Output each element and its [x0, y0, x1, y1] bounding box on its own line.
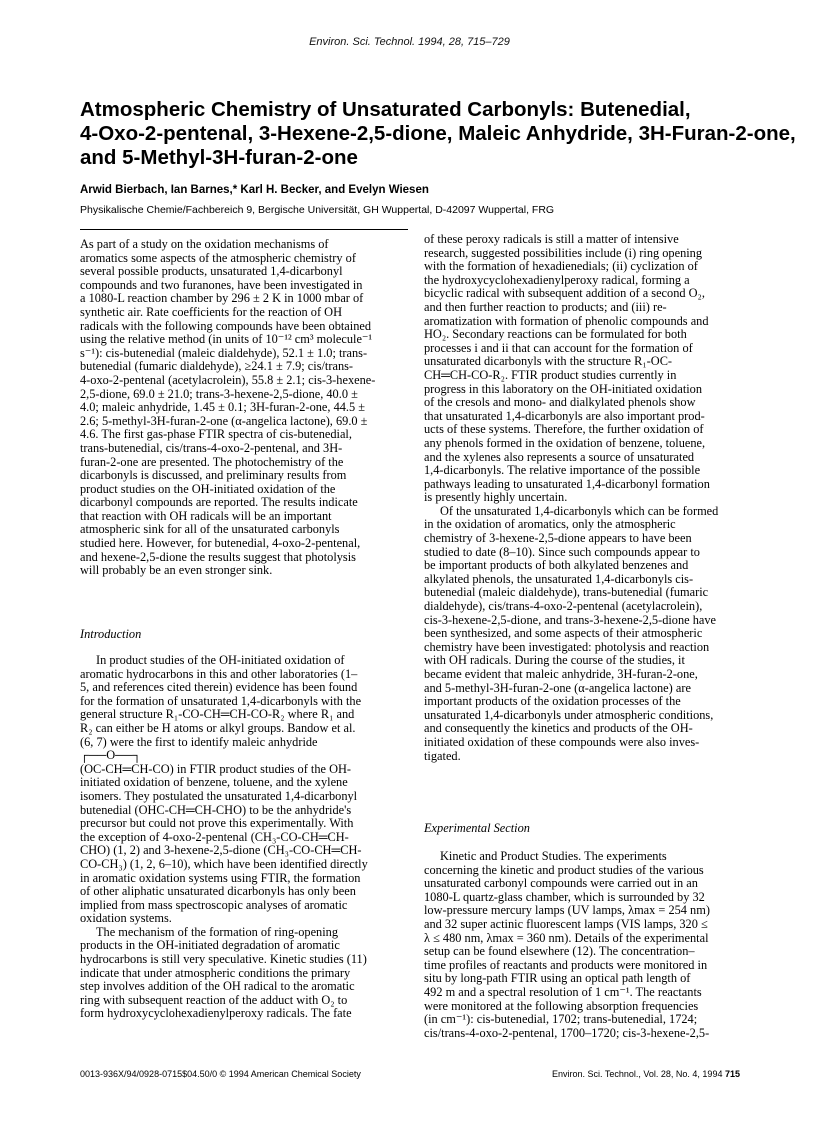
text-line: 2,5-dione, 69.0 ± 21.0; trans-3-hexene-2,5-dione, 40.0 ± — [80, 387, 358, 401]
text-line: cis/trans-4-oxo-2-pentenal, 1700–1720; cis-3-hexene-2,5- — [424, 1026, 710, 1040]
introduction-body — [80, 654, 408, 1021]
text-line: progress in this laboratory on the OH-initiated oxidation — [424, 382, 703, 396]
text-line: s⁻¹): cis-butenedial (maleic dialdehyde), 52.1 ± 1.0; trans- — [80, 346, 368, 360]
text-line: aromatization with formation of phenolic compounds and — [424, 314, 709, 328]
text-line: studied here. However, for butenedial, 4-oxo-2-pentenal, — [80, 537, 361, 551]
text-line: CH═CH-CO-R₂. FTIR product studies currently in — [424, 368, 677, 382]
text-line: CHO) (1, 2) and 3-hexene-2,5-dione (CH₃-CO-CH═CH- — [80, 844, 362, 858]
text-line: bicyclic radical with subsequent addition of a second O₂, — [424, 287, 705, 301]
text-line: indicate that under atmospheric conditions the primary — [80, 966, 351, 980]
text-line: furan-2-one are presented. The photochemistry of the — [80, 455, 344, 469]
text-line: of these peroxy radicals is still a matter of intensive — [424, 233, 679, 246]
introduction-heading: Introduction — [80, 627, 142, 641]
text-line: 4-oxo-2-pentenal (acetylacrolein), 55.8 ± 2.1; cis-3-hexene- — [80, 373, 376, 387]
text-line: in aromatic oxidation systems using FTIR, the formation — [80, 871, 361, 885]
text-line: ┌──O──┐ — [80, 749, 142, 763]
text-line: initiated oxidation of benzene, toluene, and the xylene — [80, 776, 348, 790]
affiliation: Physikalische Chemie/Fachbereich 9, Bergische Universität, GH Wuppertal, D-42097 Wuppertal, FRG — [80, 204, 555, 216]
text-line: butenedial (OHC-CH═CH-CHO) to be the anhydride's — [80, 803, 352, 817]
text-line: studied to date (8–10). Since such compounds appear to — [424, 545, 700, 559]
text-line: dicarbonyl compounds are reported. The results indicate — [80, 496, 358, 510]
text-line: 5, and references cited therein) evidence has been found — [80, 681, 358, 695]
text-line: low-pressure mercury lamps (UV lamps, λmax = 254 nm) — [424, 904, 710, 918]
text-line: butenedial (maleic dialdehyde), trans-butenedial (fumaric — [424, 586, 709, 600]
text-line: situ by long-path FTIR using an optical path length of — [424, 972, 691, 986]
author-list: Arwid Bierbach, Ian Barnes,* Karl H. Becker, and Evelyn Wiesen — [80, 184, 429, 196]
text-line: butenedial (fumaric dialdehyde), ≥24.1 ± 7.9; cis/trans- — [80, 360, 354, 374]
text-line: Of the unsaturated 1,4-dicarbonyls which can be formed — [440, 504, 719, 518]
text-line: (6, 7) were the first to identify maleic anhydride — [80, 735, 318, 749]
text-line: aromatics some aspects of the atmospheric chemistry of — [80, 251, 356, 265]
text-line: alkylated phenols, the unsaturated 1,4-dicarbonyls cis- — [424, 572, 694, 586]
text-line: 1080-L quartz-glass chamber, which is surrounded by 32 — [424, 890, 705, 904]
page-number: 715 — [724, 1069, 740, 1079]
text-line: (in cm⁻¹): cis-butenedial, 1702; trans-butenedial, 1724; — [424, 1013, 698, 1027]
text-line: chemistry of 3-hexene-2,5-dione appears to have been — [424, 532, 692, 546]
text-line: setup can be found elsewhere (12). The concentration– — [424, 945, 695, 959]
text-line: form hydroxycyclohexadienylperoxy radicals. The fate — [80, 1007, 352, 1021]
journal-reference: Environ. Sci. Technol. 1994, 28, 715–729 — [309, 36, 510, 48]
text-line: in the oxidation of aromatics, only the atmospheric — [424, 518, 676, 532]
text-line: several possible products, unsaturated 1,4-dicarbonyl — [80, 265, 343, 279]
text-line: that reaction with OH radicals will be an important — [80, 509, 332, 523]
text-line: and then further reaction to products; and (iii) re- — [424, 300, 667, 314]
text-line: (OC-CH═CH-CO) in FTIR product studies of the OH- — [80, 762, 352, 776]
text-line: initiated oxidation of these compounds were also inves- — [424, 735, 700, 749]
text-line: any phenols formed in the oxidation of benzene, toluene, — [424, 436, 706, 450]
text-line: R₂ can either be H atoms or alkyl groups. Bandow et al. — [80, 721, 356, 735]
title-line: 4-Oxo-2-pentenal, 3-Hexene-2,5-dione, Maleic Anhydride, 3H-Furan-2-one, — [80, 122, 796, 145]
text-line: and the xylenes also represents a source of unsaturated — [424, 450, 695, 464]
text-line: 4.6. The first gas-phase FTIR spectra of cis-butenedial, — [80, 428, 352, 442]
text-line: the hydroxycyclohexadienylperoxy radical, forming a — [424, 273, 690, 287]
text-line: unsaturated dicarbonyls with the structure R₁-OC- — [424, 355, 673, 369]
text-line: the exception of 4-oxo-2-pentenal (CH₃-CO-CH═CH- — [80, 830, 349, 844]
text-line: product studies on the OH-initiated oxidation of the — [80, 482, 336, 496]
text-line: unsaturated 1,4-dicarbonyls under atmospheric conditions, — [424, 708, 714, 722]
text-line: general structure R₁-CO-CH═CH-CO-R₂ where R₁ and — [80, 708, 355, 722]
text-line: been synthesized, and some aspects of their atmospheric — [424, 627, 703, 641]
text-line: precursor but could not prove this experimentally. With — [80, 817, 354, 831]
text-line: ucts of these systems. Therefore, the further oxidation of — [424, 423, 704, 437]
text-line: is presently highly uncertain. — [424, 491, 568, 505]
text-line: dialdehyde), cis/trans-4-oxo-2-pentenal (acetylacrolein), — [424, 600, 703, 614]
text-line: and consequently the kinetics and products of the OH- — [424, 722, 693, 736]
text-line: 1,4-dicarbonyls. The relative importance of the possible — [424, 464, 701, 478]
text-line: research, suggested possibilities include (i) ring opening — [424, 246, 703, 260]
text-line: important products of the oxidation processes of the — [424, 695, 681, 709]
text-line: HO₂. Secondary reactions can be formulated for both — [424, 328, 687, 342]
text-line: step involves addition of the OH radical to the aromatic — [80, 980, 355, 994]
text-line: of the cresols and mono- and dialkylated phenols show — [424, 396, 696, 410]
text-line: processes i and ii that can account for the formation of — [424, 341, 693, 355]
text-line: and hexene-2,5-dione the results suggest that photolysis — [80, 550, 356, 564]
text-line: with the formation of hexadienedials; (ii) cyclization of — [424, 260, 698, 274]
text-line: and 32 super actinic fluorescent lamps (VIS lamps, 320 ≤ — [424, 917, 708, 931]
text-line: tigated. — [424, 749, 461, 763]
text-line: be important products of both alkylated benzenes and — [424, 559, 689, 573]
text-line: unsaturated carbonyl compounds were carried out in an — [424, 877, 698, 891]
text-line: of other aliphatic unsaturated dicarbonyls has only been — [80, 885, 356, 899]
text-line: cis-3-hexene-2,5-dione, and trans-3-hexene-2,5-dione have — [424, 613, 717, 627]
text-line: time profiles of reactants and products were monitored in — [424, 958, 708, 972]
abstract — [80, 238, 408, 578]
text-line: compounds and two furanones, have been investigated in — [80, 278, 363, 292]
text-line: The mechanism of the formation of ring-opening — [96, 925, 339, 939]
text-line: and 5-methyl-3H-furan-2-one (α-angelica lactone) are — [424, 681, 691, 695]
text-line: pathways leading to unsaturated 1,4-dicarbonyl formation — [424, 477, 710, 491]
text-line: hydrocarbons is still very speculative. Kinetic studies (11) — [80, 953, 367, 967]
text-line: 4.0; maleic anhydride, 1.45 ± 0.1; 3H-furan-2-one, 44.5 ± — [80, 401, 366, 415]
copyright-footer: 0013-936X/94/0928-0715$04.50/0 © 1994 American Chemical Society — [80, 1069, 361, 1079]
journal-footer — [517, 1069, 740, 1079]
text-line: 2.6; 5-methyl-3H-furan-2-one (α-angelica lactone), 69.0 ± — [80, 414, 368, 428]
text-line: isomers. They postulated the unsaturated 1,4-dicarbonyl — [80, 789, 358, 803]
journal-footer-text: Environ. Sci. Technol., Vol. 28, No. 4, 1994 — [552, 1069, 723, 1079]
text-line: oxidation systems. — [80, 912, 172, 926]
text-line: became evident that maleic anhydride, 3H-furan-2-one, — [424, 668, 698, 681]
text-line: 492 m and a spectral resolution of 1 cm⁻¹. The reactants — [424, 985, 702, 999]
text-line: As part of a study on the oxidation mechanisms of — [80, 238, 329, 251]
text-line: synthetic air. Rate coefficients for the reaction of OH — [80, 305, 342, 319]
right-column-body — [424, 233, 740, 763]
text-line: chemistry have been investigated: photolysis and reaction — [424, 640, 710, 654]
experimental-heading: Experimental Section — [424, 821, 530, 835]
text-line: aromatic hydrocarbons in this and other laboratories (1– — [80, 667, 358, 681]
text-line: that unsaturated 1,4-dicarbonyls are also important prod- — [424, 409, 705, 423]
text-line: CO-CH₃) (1, 2, 6–10), which have been identified directly — [80, 857, 368, 871]
article-title — [80, 98, 796, 170]
text-line: will probably be an even stronger sink. — [80, 564, 273, 578]
text-line: concerning the kinetic and product studies of the various — [424, 863, 704, 877]
text-line: Kinetic and Product Studies. The experiments — [440, 850, 667, 863]
text-line: implied from mass spectroscopic analyses of aromatic — [80, 898, 348, 912]
abstract-divider — [80, 229, 408, 230]
text-line: using the relative method (in units of 10⁻¹² cm³ molecule⁻¹ — [80, 333, 373, 347]
text-line: with OH radicals. During the course of the studies, it — [424, 654, 685, 668]
text-line: radicals with the following compounds have been obtained — [80, 319, 372, 333]
text-line: for the formation of unsaturated 1,4-dicarbonyls with the — [80, 694, 362, 708]
title-line: Atmospheric Chemistry of Unsaturated Carbonyls: Butenedial, — [80, 98, 691, 121]
text-line: trans-butenedial, cis/trans-4-oxo-2-pentenal, and 3H- — [80, 441, 343, 455]
text-line: a 1080-L reaction chamber by 296 ± 2 K in 1000 mbar of — [80, 292, 364, 306]
text-line: ring with subsequent reaction of the adduct with O₂ to — [80, 993, 348, 1007]
title-line: and 5-Methyl-3H-furan-2-one — [80, 146, 358, 169]
text-line: dicarbonyls is discussed, and preliminary results from — [80, 469, 347, 483]
text-line: In product studies of the OH-initiated oxidation of — [96, 654, 345, 667]
text-line: products in the OH-initiated degradation of aromatic — [80, 939, 340, 953]
text-line: atmospheric sink for all of the unsaturated carbonyls — [80, 523, 340, 537]
text-line: were monitored at the following absorption frequencies — [424, 999, 699, 1013]
experimental-body — [424, 850, 740, 1040]
text-line: λ ≤ 480 nm, λmax = 360 nm). Details of the experimental — [424, 931, 709, 945]
